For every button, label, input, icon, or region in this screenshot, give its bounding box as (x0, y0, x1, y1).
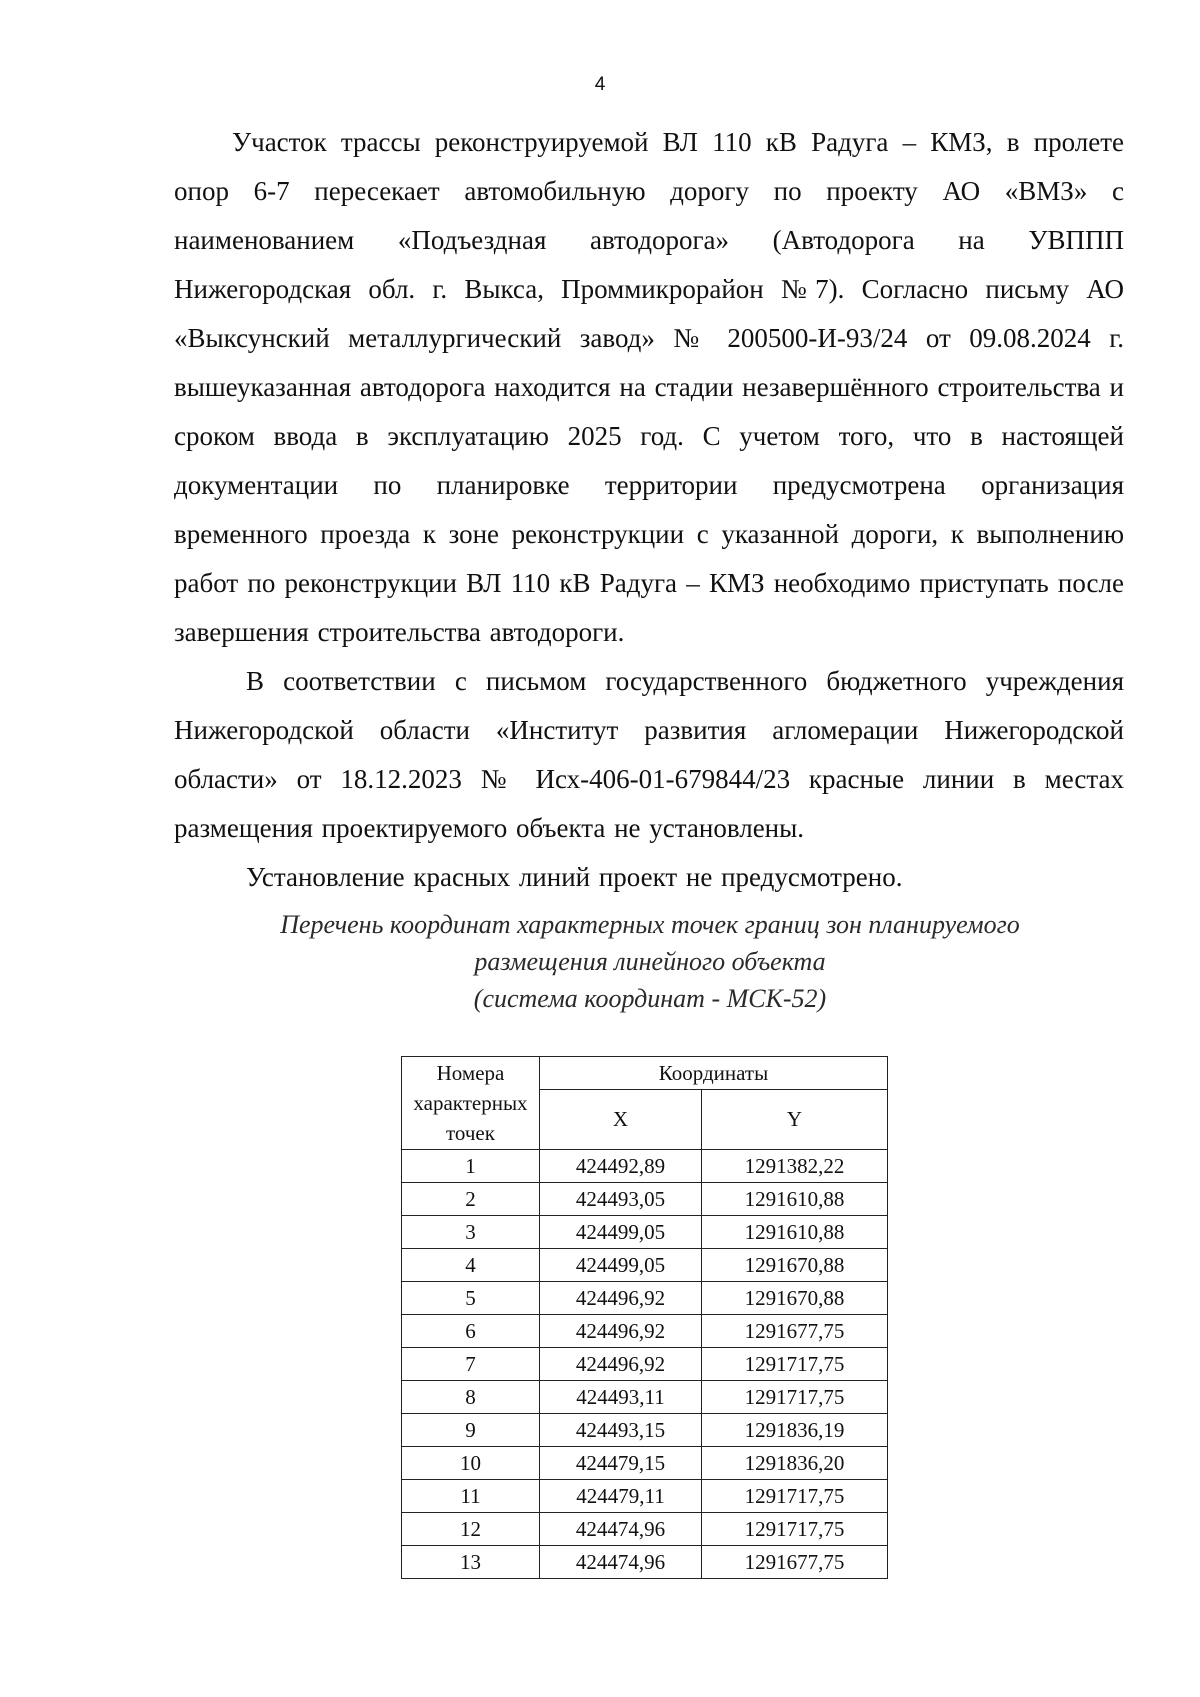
point-number-cell: 9 (402, 1414, 540, 1447)
table-row (402, 1150, 888, 1183)
table-row (402, 1447, 888, 1480)
point-number-cell: 5 (402, 1282, 540, 1315)
table-row (402, 1546, 888, 1579)
page-number: 4 (594, 74, 606, 95)
y-coordinate-cell: 1291836,20 (702, 1447, 888, 1480)
coordinates-table (401, 1056, 888, 1579)
y-coordinate-cell: 1291717,75 (702, 1513, 888, 1546)
y-coordinate-cell: 1291677,75 (702, 1546, 888, 1579)
table-row (402, 1315, 888, 1348)
caption-line-3: (система координат - МСК-52) (473, 984, 827, 1013)
header-y: Y (702, 1090, 888, 1150)
point-number-cell: 6 (402, 1315, 540, 1348)
table-row (402, 1282, 888, 1315)
point-number-cell: 12 (402, 1513, 540, 1546)
point-number-cell: 1 (402, 1150, 540, 1183)
y-coordinate-cell: 1291382,22 (702, 1150, 888, 1183)
table-row (402, 1513, 888, 1546)
table-row (402, 1414, 888, 1447)
point-number-cell: 3 (402, 1216, 540, 1249)
paragraph-red-lines-not-set: Установление красных линий проект не предусмотрено. (246, 862, 903, 892)
y-coordinate-cell: 1291670,88 (702, 1282, 888, 1315)
y-coordinate-cell: 1291677,75 (702, 1315, 888, 1348)
table-row (402, 1348, 888, 1381)
x-coordinate-cell: 424474,96 (540, 1513, 702, 1546)
paragraph-red-lines-letter: В соответствии с письмом государственного бюджетного учреждения Нижегородской области «Институт развития агломерации Нижегородской области» от 18.12.2023 № Исх-406-01-679844/23 красные линии в местах размещения проектируемого объекта не установлены. (174, 666, 1124, 843)
x-coordinate-cell: 424492,89 (540, 1150, 702, 1183)
x-coordinate-cell: 424499,05 (540, 1216, 702, 1249)
document-body (174, 118, 1124, 902)
table-row (402, 1480, 888, 1513)
x-coordinate-cell: 424493,05 (540, 1183, 702, 1216)
y-coordinate-cell: 1291717,75 (702, 1480, 888, 1513)
paragraph-road-crossing: Участок трассы реконструируемой ВЛ 110 кВ Радуга – КМЗ, в пролете опор 6-7 пересекает автомобильную дорогу по проекту АО «ВМЗ» с наименованием «Подъездная автодорога» (Автодорога на УВППП Нижегородская обл. г. Выкса, Проммикрорайон №7). Согласно письму АО «Выксунский металлургический завод» № 200500-И-93/24 от 09.08.2024 г. вышеуказанная автодорога находится на стадии незавершённого строительства и сроком ввода в эксплуатацию 2025 год. С учетом того, что в настоящей документации по планировке территории предусмотрена организация временного проезда к зоне реконструкции с указанной дороги, к выполнению работ по реконструкции ВЛ 110 кВ Радуга – КМЗ необходимо приступать после завершения строительства автодороги. (174, 127, 1124, 647)
y-coordinate-cell: 1291836,19 (702, 1414, 888, 1447)
x-coordinate-cell: 424493,15 (540, 1414, 702, 1447)
x-coordinate-cell: 424496,92 (540, 1348, 702, 1381)
table-row (402, 1381, 888, 1414)
y-coordinate-cell: 1291610,88 (702, 1216, 888, 1249)
point-number-cell: 11 (402, 1480, 540, 1513)
x-coordinate-cell: 424479,15 (540, 1447, 702, 1480)
header-point-numbers: Номера характерных точек (402, 1057, 540, 1150)
y-coordinate-cell: 1291717,75 (702, 1381, 888, 1414)
caption-line-2: размещения линейного объекта (474, 947, 826, 976)
caption-line-1: Перечень координат характерных точек границ зон планируемого (280, 910, 1020, 939)
header-x: X (540, 1090, 702, 1150)
point-number-cell: 13 (402, 1546, 540, 1579)
table-caption (0, 906, 1200, 1017)
coordinates-rows (402, 1150, 888, 1579)
point-number-cell: 8 (402, 1381, 540, 1414)
x-coordinate-cell: 424474,96 (540, 1546, 702, 1579)
y-coordinate-cell: 1291610,88 (702, 1183, 888, 1216)
x-coordinate-cell: 424496,92 (540, 1282, 702, 1315)
y-coordinate-cell: 1291717,75 (702, 1348, 888, 1381)
table-row (402, 1183, 888, 1216)
table-row (402, 1216, 888, 1249)
x-coordinate-cell: 424493,11 (540, 1381, 702, 1414)
header-coordinates: Координаты (540, 1057, 888, 1090)
table-row (402, 1249, 888, 1282)
point-number-cell: 10 (402, 1447, 540, 1480)
y-coordinate-cell: 1291670,88 (702, 1249, 888, 1282)
point-number-cell: 4 (402, 1249, 540, 1282)
x-coordinate-cell: 424499,05 (540, 1249, 702, 1282)
point-number-cell: 7 (402, 1348, 540, 1381)
point-number-cell: 2 (402, 1183, 540, 1216)
x-coordinate-cell: 424496,92 (540, 1315, 702, 1348)
x-coordinate-cell: 424479,11 (540, 1480, 702, 1513)
